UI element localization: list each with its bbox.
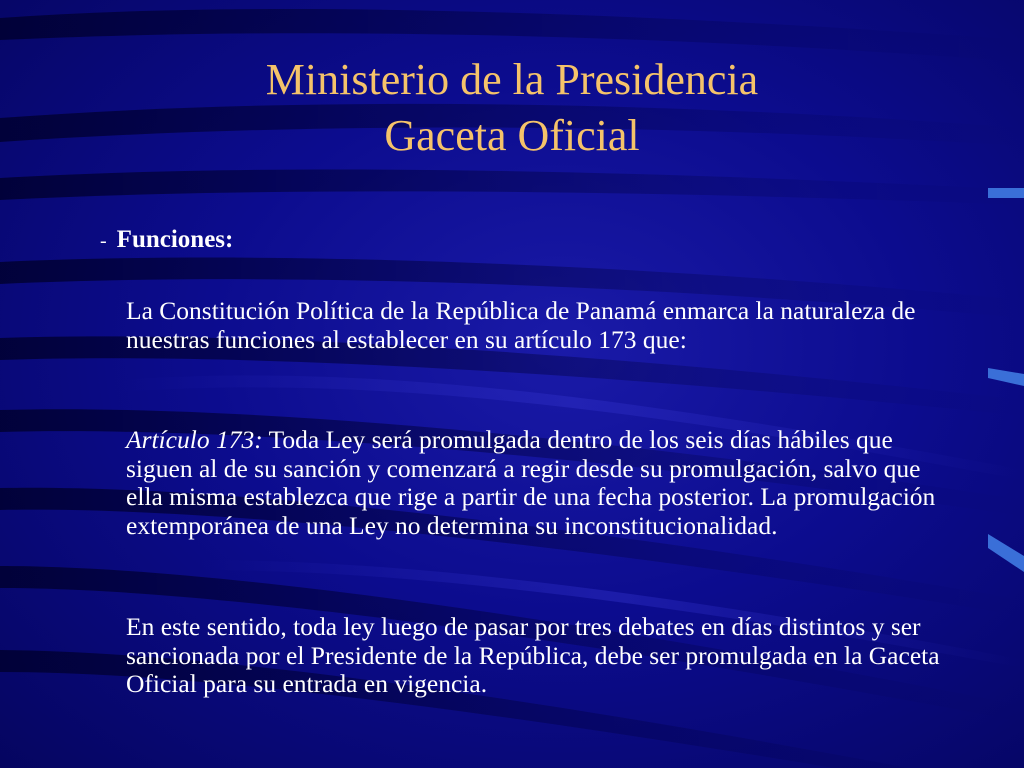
- edge-accent-mark: [988, 188, 1024, 198]
- article-text: Toda Ley será promulgada dentro de los seis días hábiles que siguen al de su sanción y comenzará a regir desde su promulgación, salvo que ella misma establezca que rige a partir de una fecha posterior. La promulgación extemporánea de una Ley no determina su inconstitucionalidad.: [126, 425, 936, 540]
- section-heading-label: Funciones:: [116, 226, 234, 253]
- edge-accent-mark: [988, 368, 1024, 386]
- article-label: Artículo 173:: [126, 425, 263, 454]
- slide-title: [0, 52, 1024, 164]
- title-line-1: Ministerio de la Presidencia: [265, 55, 759, 104]
- article-paragraph: [126, 426, 946, 540]
- section-heading: [100, 224, 233, 257]
- intro-paragraph: La Constitución Política de la República de Panamá enmarca la naturaleza de nuestras funciones al establecer en su artículo 173 que:: [126, 296, 916, 354]
- bullet-dash: -: [100, 230, 107, 252]
- bg-streak: [0, 169, 1024, 205]
- closing-paragraph: En este sentido, toda ley luego de pasar por tres debates en días distintos y ser sancionada por el Presidente de la República, debe ser promulgada en la Gaceta Oficial para su entrada en vigencia.: [126, 612, 940, 698]
- title-line-2: Gaceta Oficial: [384, 111, 640, 160]
- edge-accent-mark: [988, 534, 1024, 572]
